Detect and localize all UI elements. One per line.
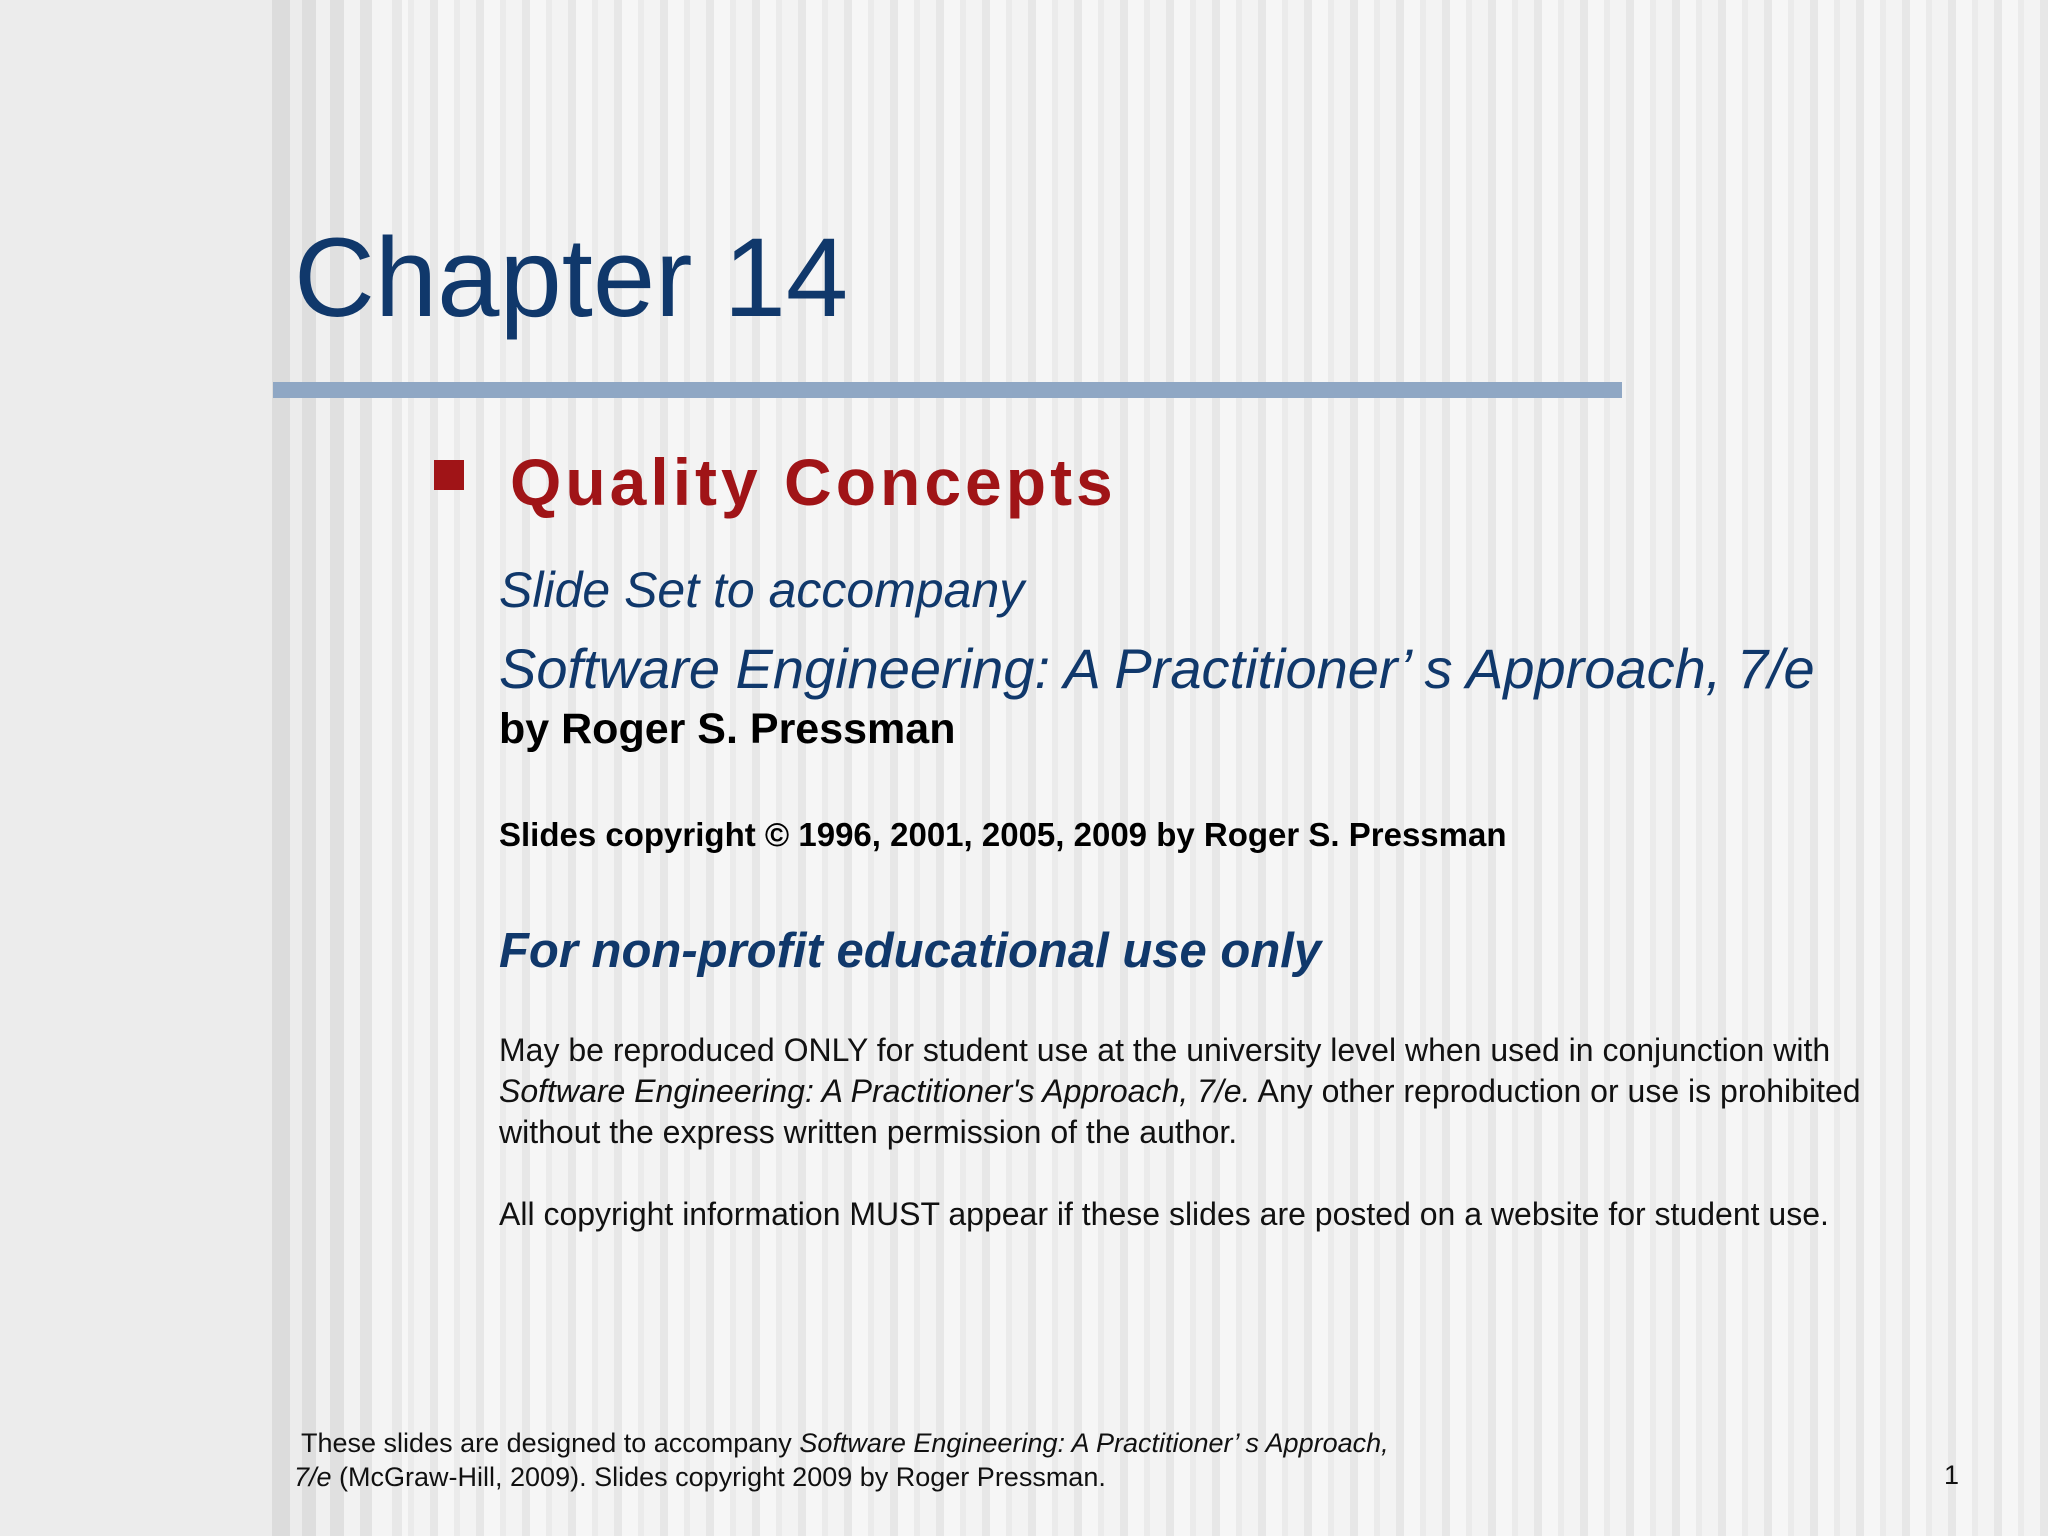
- footer-text-2: (McGraw-Hill, 2009). Slides copyright 2009 by Roger Pressman.: [331, 1462, 1106, 1492]
- square-bullet-icon: [434, 460, 464, 490]
- title-underline: [273, 382, 1622, 398]
- slide-title: Chapter 14: [294, 215, 849, 340]
- page-number: 1: [1944, 1460, 1960, 1490]
- nonprofit-notice: For non-profit educational use only: [499, 924, 1322, 978]
- reproduction-book-title: Software Engineering: A Practitioner's Approach, 7/e.: [499, 1073, 1251, 1109]
- reproduction-notice: [499, 1030, 1899, 1153]
- footer-line-1: [294, 1426, 1389, 1460]
- copyright-line: Slides copyright © 1996, 2001, 2005, 2009 by Roger S. Pressman: [499, 816, 1507, 853]
- author-line: by Roger S. Pressman: [499, 705, 956, 753]
- bullet-item: [434, 444, 1117, 520]
- website-notice: All copyright information MUST appear if these slides are posted on a website for student use.: [499, 1196, 1829, 1232]
- reproduction-text-2: Any other reproduction or use is prohibited without the express written permission of the author.: [499, 1073, 1861, 1150]
- footer-edition: 7/e: [294, 1462, 332, 1492]
- footer-line-2: [294, 1460, 1389, 1494]
- footer: [294, 1426, 1389, 1494]
- subtitle-line-1: Slide Set to accompany: [499, 562, 1025, 618]
- footer-book-title: Software Engineering: A Practitioner’ s Approach,: [799, 1428, 1389, 1458]
- reproduction-text-1: May be reproduced ONLY for student use at the university level when used in conjunction with: [499, 1032, 1831, 1068]
- bullet-label: Quality Concepts: [510, 445, 1117, 519]
- subtitle-book-title: Software Engineering: A Practitioner’ s Approach, 7/e: [499, 637, 1815, 700]
- footer-text-1: These slides are designed to accompany: [294, 1428, 800, 1458]
